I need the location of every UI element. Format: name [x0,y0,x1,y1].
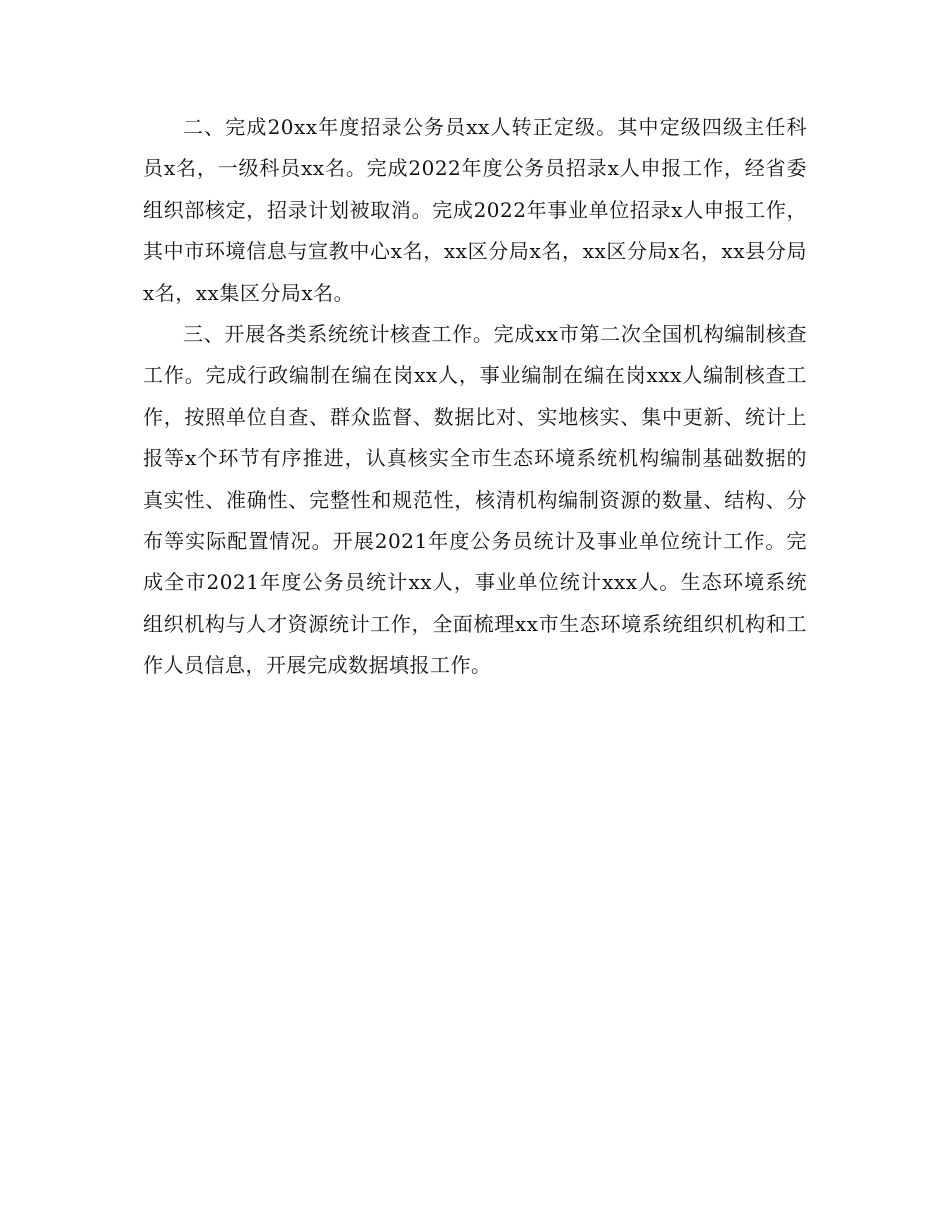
document-body [143,107,807,687]
paragraph-recruitment: 二、完成20xx年度招录公务员xx人转正定级。其中定级四级主任科员x名，一级科员xx名。完成2022年度公务员招录x人申报工作，经省委组织部核定，招录计划被取消。完成2022年事业单位招录x人申报工作，其中市环境信息与宣教中心x名，xx区分局x名，xx区分局x名，xx县分局x名，xx集区分局x名。 [143,115,807,305]
paragraph-statistics-review: 三、开展各类系统统计核查工作。完成xx市第二次全国机构编制核查工作。完成行政编制在编在岗xx人，事业编制在编在岗xxx人编制核查工作，按照单位自查、群众监督、数据比对、实地核实、集中更新、统计上报等x个环节有序推进，认真核实全市生态环境系统机构编制基础数据的真实性、准确性、完整性和规范性，核清机构编制资源的数量、结构、分布等实际配置情况。开展2021年度公务员统计及事业单位统计工作。完成全市2021年度公务员统计xx人，事业单位统计xxx人。生态环境系统组织机构与人才资源统计工作，全面梳理xx市生态环境系统组织机构和工作人员信息，开展完成数据填报工作。 [143,322,807,678]
